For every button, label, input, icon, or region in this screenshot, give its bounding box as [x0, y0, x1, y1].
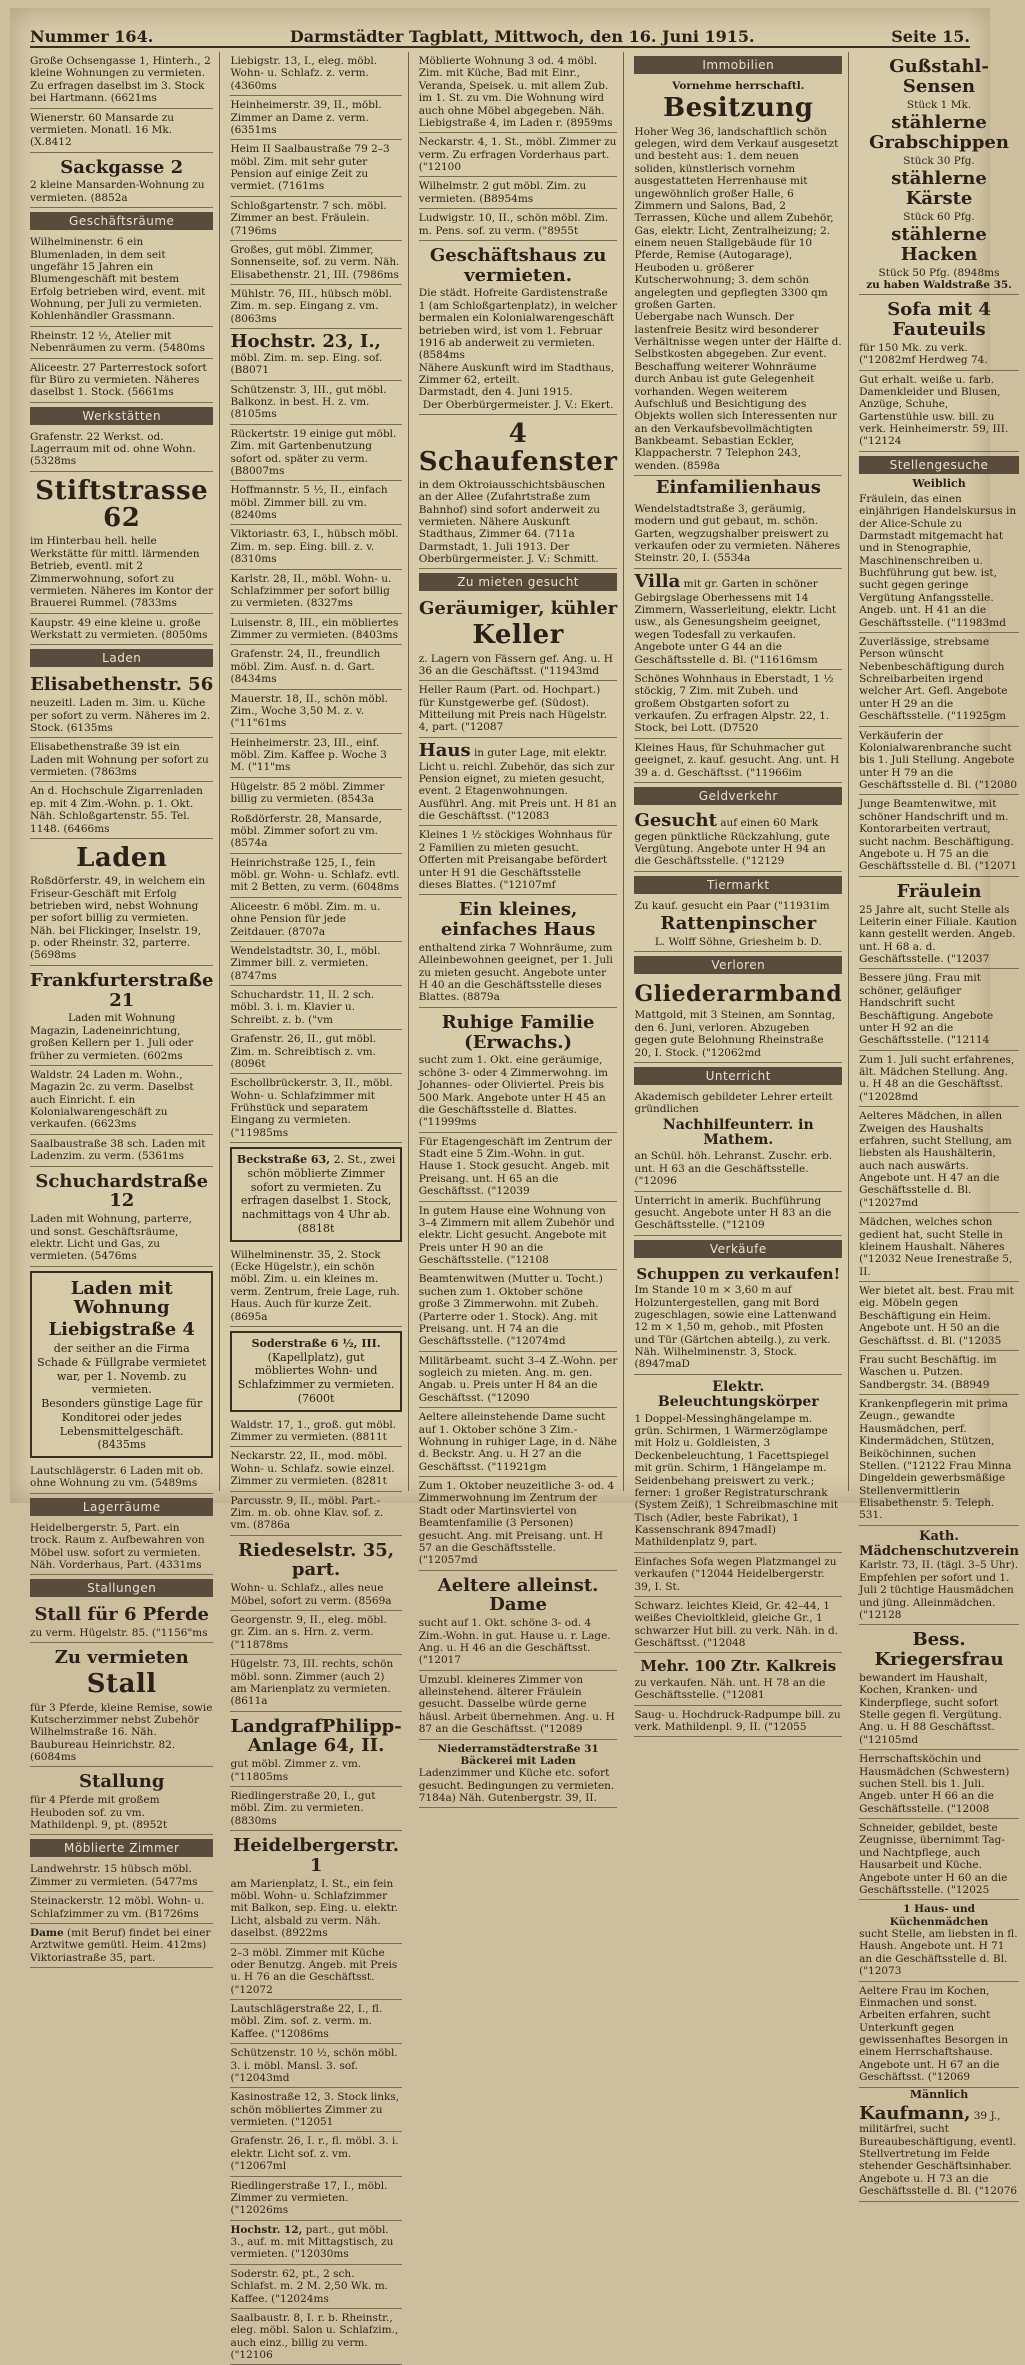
ad: Heidelbergerstr. 5, Part. ein trock. Raum z. Aufbewahren von Möbel usw. sofort zu vermieten. Näh. Vorderhaus, Part. (4331ms	[30, 1519, 213, 1576]
ad: Elisabethenstraße 39 ist ein Laden mit Wohnung per sofort zu vermieten. (7863ms	[30, 738, 213, 782]
ad-text: möbl. Zim. m. sep. Eing. sof. (B8071	[230, 351, 383, 377]
ad: Neckarstr. 4, 1. St., möbl. Zimmer zu verm. Zu erfragen Vorderhaus part. ("12100	[419, 133, 618, 177]
ad	[634, 569, 842, 670]
ad-headline: Fräulein	[896, 880, 982, 902]
ad-headline: Sofa mit 4 Fauteuils	[887, 299, 991, 341]
ad	[859, 52, 1019, 295]
ad	[419, 594, 618, 681]
ad-text: sucht auf 1. Okt. schöne 3- od. 4 Zim.-Wohn. in gut. Hause u. r. Lage. Ang. u. H 46 an die Geschäftsst. ("12017	[418, 1617, 611, 1667]
section-header: Geldverkehr	[634, 787, 842, 805]
ad: An d. Hochschule Zigarrenladen ep. mit 4 Zim.-Wohn. p. 1. Okt. Näh. Schloßgartenstr. 55. Tel. 1148. (6466ms	[30, 782, 213, 839]
ad-headline: Elisabethenstr. 56	[30, 674, 214, 696]
ad-text: gut möbl. Zimmer z. vm. ("11805ms	[230, 1758, 362, 1783]
ad: Große Ochsengasse 1, Hinterh., 2 kleine Wohnungen zu vermieten. Zu erfragen daselbst im 3. Stock bei Hartmann. (6621ms	[30, 52, 213, 109]
ad-headline: Aeltere alleinst. Dame	[437, 1574, 599, 1616]
section-header: Laden	[30, 649, 213, 667]
ad: Grafenstr. 26, II., gut möbl. Zim. m. Schreibtisch z. vm. (8096t	[230, 1030, 401, 1074]
ad-text: 25 Jahre alt, sucht Stelle als Leiterin einer Filiale. Kaution kann gestellt werden. Angeb. unt. H 68 a. d. Geschäftsstelle. ("12037	[859, 903, 1017, 966]
ad: Saalbaustraße 38 sch. Laden mit Ladenzim. zu verm. (5361ms	[30, 1135, 213, 1167]
ad: Zum 1. Oktober neuzeitliche 3- od. 4 Zimmerwohnung im Zentrum der Stadt oder Martinsviertel von Beamtenfamilie (3 Personen) gesucht. Ang. mit Preisang. unt. H 57 an die Geschäftsstelle. ("12057md	[419, 1477, 618, 1571]
ad-subhead: Vornehme herrschaftl.	[672, 80, 805, 92]
ad-headline: Heidelbergerstr. 1	[233, 1835, 399, 1876]
ad: Mühlstr. 76, III., hübsch möbl. Zim. m. sep. Eingang z. vm. (8063ms	[230, 285, 401, 329]
ad-subhead: Bäckerei mit Laden	[460, 1754, 576, 1767]
ad	[634, 897, 842, 953]
ad: Gut erhalt. weiße u. farb. Damenkleider und Blusen, Anzüge, Schuhe, Gartenstühle usw. bill. zu verk. Heinheimerstr. 59, III. ("12124	[859, 371, 1019, 452]
ad	[30, 1600, 213, 1643]
ad: Für Etagengeschäft im Zentrum der Stadt eine 5 Zim.-Wohn. in gut. Hause 1. Stock gesucht. Angeb. mit Preisang. unt. H 65 an die Geschäftsst. ("12039	[419, 1133, 618, 1202]
ad: Wendelstadtstr. 30, I., möbl. Zimmer bill. z. vermieten. (8747ms	[230, 942, 401, 986]
ad-text: Stück 30 Pfg.	[903, 154, 975, 167]
ad: Aeltere Frau im Kochen, Einmachen und sonst. Arbeiten erfahren, sucht Unterkunft gegen gewissenhaftes Besorgen in einem Herrschaftshause. Angebote unt. H 67 an die Geschäftsst. ("12069	[859, 1982, 1019, 2088]
ad	[230, 1712, 401, 1787]
section-header: Möblierte Zimmer	[30, 1839, 213, 1857]
section-header: Stellengesuche	[859, 456, 1019, 474]
ad	[230, 2221, 401, 2265]
ad	[230, 1536, 401, 1611]
ad: Aelteres Mädchen, in allen Zweigen des Haushalts erfahren, sucht Stellung, am liebsten als Haushälterin, auch nach auswärts. Angebote unt. H 47 an die Geschäftsstelle d. Bl. ("12027md	[859, 1107, 1019, 1213]
ad-headline: Liebigstraße 4	[48, 1319, 195, 1341]
ad: Schönes Wohnhaus in Eberstadt, 1 ½ stöckig, 7 Zim. mit Zubeh. und großem Obstgarten sofort zu verkaufen. Zu erfragen Alpstr. 22, 1. Stock, bei Lott. (D7520	[634, 670, 842, 739]
ad	[634, 1653, 842, 1705]
ad-text: z. Lagern von Fässern gef. Ang. u. H 36 an die Geschäftsst. ("11943md	[418, 652, 613, 677]
ad: Rheinstr. 12 ½, Atelier mit Nebenräumen zu verm. (5480ms	[30, 327, 213, 359]
ad-text: bewandert im Haushalt, Kochen, Kranken- und Kinderpflege, sucht sofort Stelle gegen fl. Vergütung. Ang. u. H 88 Geschäftsst. ("12105md	[859, 1671, 1002, 1746]
section-header: Immobilien	[634, 56, 842, 74]
ad: Heller Raum (Part. od. Hochpart.) für Kunstgewerbe gef. (Südost). Mitteilung mit Preis nach Hügelstr. 4, part. ("12087	[419, 681, 618, 738]
ad-headline: Hochstr. 23, I.,	[230, 331, 381, 353]
ad-text: Zu kauf. gesucht ein Paar ("11931im	[634, 899, 830, 912]
ad-headline: 1 Haus- und Küchenmädchen	[889, 1903, 989, 1928]
ad-text: (Kapellplatz), gut möbliertes Wohn- und Schlafzimmer zu vermieten. (7600t	[237, 1350, 395, 1405]
page-number: Seite 15.	[891, 27, 970, 46]
ad-headline: stählerne Grabschippen	[869, 111, 1009, 153]
ad-subhead: Laden mit Wohnung	[68, 1012, 176, 1025]
ad: Möblierte Wohnung 3 od. 4 möbl. Zim. mit Küche, Bad mit Einr., Veranda, Speisek. u. mit allem Zub. im 1. St. zu vm. Die Wohnung wird auch ohne Möbel abgegeben. Näh. Liebigstraße 4, im Laden r. (8959ms	[419, 52, 618, 133]
ad-text: der seither an die Firma Schade & Füllgrabe vermietet war, per 1. Novemb. zu vermieten.	[37, 1342, 207, 1397]
ad-headline: Stall	[86, 1669, 157, 1700]
ad-headline: Kath. Mädchenschutzverein	[859, 1528, 1019, 1560]
ad-signature: Der Oberbürgermeister. J. V.: Ekert.	[422, 398, 614, 411]
ad-text: 1 Doppel-Messinghängelampe m. grün. Schirmen, 1 Wärmerzöglampe mit Holz u. Goldleisten, 3 Deckenbeleuchtung, 1 Facettspiegel mit grün. Schirm, 1 Hängelampe m. Seidenbehang preiswert zu verk.; ferner: 1 großer Registraturschrank (System Zeiß), 1 Schreibmaschine mit Tisch (Adler, beste Fabrikat), 1 Kassenschrank 8947madI) Mathildenplatz 9, part.	[634, 1412, 839, 1549]
ad: Wilhelminenstr. 6 ein Blumenladen, in dem seit ungefähr 15 Jahren ein Blumengeschäft mit bestem Erfolg betrieben wird, event. mit Wohnung, per Juli zu vermieten. Kohlenhändler Grassmann.	[30, 233, 213, 327]
ad: Heinrichstraße 125, I., fein möbl. gr. Wohn- u. Schlafz. evtl. mit 2 Betten, zu verm. (6048ms	[230, 854, 401, 898]
ad: Umzubl. kleineres Zimmer von alleinstehend. älterer Fräulein gesucht. Dasselbe würde gerne häusl. Arbeit übernehmen. Ang. u. H 87 an die Geschäftsst. ("12089	[419, 1671, 618, 1740]
subsection-header: Weiblich	[912, 476, 966, 490]
section-header: Stallungen	[30, 1579, 213, 1597]
ad: Wilhelmstr. 2 gut möbl. Zim. zu vermieten. (B8954ms	[419, 177, 618, 209]
ad	[634, 77, 842, 476]
ad-text: Magazin, Ladeneinrichtung, großen Kellern per 1. Juli oder früher zu vermieten. (602ms	[30, 1024, 194, 1062]
ad	[634, 1261, 842, 1375]
ad-text: sucht zum 1. Okt. eine geräumige, schöne 3- oder 4 Zimmerwohng. im Johannes- oder Oliviertel. Preis bis 500 Mark. Angebote unter H 45 an die Geschäftsstelle d. Blattes. ("11999ms	[418, 1054, 608, 1129]
ad-headline: Riedeselstr. 35, part.	[238, 1539, 395, 1581]
ad-headline: Stall für 6 Pferde	[34, 1604, 209, 1626]
ad-headline: Beckstraße 63,	[236, 1153, 331, 1167]
ad-text: Hoher Weg 36, landschaftlich schön gelegen, wird dem Verkauf ausgesetzt und besteht aus: 1. dem neuen soliden, künstlerisch vornehm ausgestatteten Herrenhause mit ungewöhnlich großer Halle, 6 Zimmern und Salons, Bad, 2 Terrassen, Küche und allem Zubehör, Gas, elektr. Licht, Zentralheizung; 2. einem neuen Stallgebäude für 10 Pferde, Remise (Autogarage), Heuboden u. größerer Kutscherwohnung; 3. dem schön angelegten und gepflegten 3300 qm großen Garten.	[634, 125, 839, 311]
section-header: Tiermarkt	[634, 876, 842, 894]
ad	[30, 472, 213, 614]
ad	[419, 895, 618, 1007]
ad	[30, 670, 213, 738]
ad: Grafenstr. 24, II., freundlich möbl. Zim. Ausf. n. d. Gart. (8434ms	[230, 645, 401, 689]
ad	[419, 1008, 618, 1133]
ad-text: Die städt. Hofreite Gardistenstraße 1 (am Schloßgartenplatz), in welcher bermalen ein Kolonialwarengeschäft betrieben wird, ist vom 1. Februar 1916 ab anderweit zu vermieten. (8584ms	[418, 287, 617, 362]
paper-title: Darmstädter Tagblatt, Mittwoch, den 16. Juni 1915.	[289, 27, 755, 46]
ad-headline: Mehr. 100 Ztr. Kalkreis	[640, 1657, 837, 1676]
ad-text: zu verm. Hügelstr. 85. ("1156"ms	[30, 1627, 208, 1640]
ad-headline: Gliederarmband	[634, 981, 843, 1008]
ad-headline: Besitzung	[663, 93, 814, 124]
ad: Riedlingerstraße 20, I., gut möbl. Zim. zu vermieten. (8830ms	[230, 1787, 401, 1831]
ad-headline: Kaufmann,	[859, 2102, 971, 2124]
ad-headline: Sackgasse 2	[60, 156, 184, 178]
ad: Lautschlägerstr. 6 Laden mit ob. ohne Wohnung zu vm. (5489ms	[30, 1462, 213, 1494]
ad-text: L. Wolff Söhne, Griesheim b. D.	[654, 935, 822, 948]
ad: 2–3 möbl. Zimmer mit Küche oder Benutzg. Angeb. mit Preis u. H 76 an die Geschäftsst. ("12072	[230, 1944, 401, 2001]
ad-text: 2 kleine Mansarden-Wohnung zu vermieten. (8852a	[30, 179, 205, 204]
ad	[859, 1625, 1019, 1750]
ad-text: 2. St., zwei schön möblierte Zimmer sofort zu vermieten. Zu erfragen daselbst 1. Stock, nachmittags von 4 Uhr ab. (8818t	[240, 1153, 396, 1235]
ad	[859, 1900, 1019, 1981]
ad-text: Uebergabe nach Wunsch. Der lastenfreie Besitz wird besonderer Verhältnisse wegen unter der Hälfte d. Selbstkosten abgegeben. Zur event. Beschaffung weiterer Wohnräume durch Anbau ist gute Gelegenheit vorhanden. Wegen weiterem Aufschluß und Besichtigung des Objekts wollen sich Interessenten nur an den Verkaufsbevollmächtigten Bankbeamt. Sebastian Eckler, Klappacherstr. 7 Telephon 243, wenden. (8598a	[634, 311, 842, 472]
newspaper-page	[10, 8, 1019, 2362]
ad-headline: stählerne Kärste	[891, 167, 987, 209]
ad: Schwarz. leichtes Kleid, Gr. 42–44, 1 weißes Chevioltkleid, gleiche Gr., 1 schwarzer Hut bill. zu verk. Näh. in d. Geschäftsst. ("12048	[634, 1597, 842, 1654]
ad-headline: Keller	[472, 620, 564, 651]
ad: Waldstr. 24 Laden m. Wohn., Magazin 2c. zu verm. Daselbst auch Einricht. f. ein Kolonialwarengeschäft zu verkaufen. (6623ms	[30, 1066, 213, 1135]
ad: Hoffmannstr. 5 ½, II., einfach möbl. Zimmer bill. zu vm. (8240ms	[230, 481, 401, 525]
ad-text: für 150 Mk. zu verk. ("12082mf Herdweg 74.	[859, 341, 988, 367]
ad: Mauerstr. 18, II., schön möbl. Zim., Woche 3,50 M. z. v. ("11"61ms	[230, 690, 401, 734]
ad-text: Stück 50 Pfg. (8948ms	[878, 266, 1000, 279]
ad-text: mit gr. Garten in schöner Gebirgslage Oberhessens mit 14 Zimmern, Wasserleitung, elektr. Licht usw., als Genesungsheim geeignet, wegen Todesfall zu verkaufen. Angebote unter G 44 an die Geschäftsstelle d. Bl. ("11616msm	[634, 577, 837, 666]
ad-text: Stück 60 Pfg.	[903, 210, 975, 223]
ad-text: part., gut möbl. 3., auf. m. mit Mittagstisch, zu vermieten. ("12030ms	[230, 2223, 394, 2261]
ad-headline: Bess. Kriegersfrau	[874, 1629, 1004, 1671]
ad: Verkäuferin der Kolonialwarenbranche sucht bis 1. Juli Stellung. Angebote unter H 79 an die Geschäftsstelle d. Bl. ("12080	[859, 727, 1019, 796]
column-3	[418, 52, 625, 1805]
ad-text: Stück 1 Mk.	[906, 98, 972, 111]
ad: Luisenstr. 8, III., ein möbliertes Zimmer zu vermieten. (8403ms	[230, 614, 401, 646]
ad-text: zu verkaufen. Näh. unt. H 78 an die Geschäftsstelle. ("12081	[634, 1676, 826, 1702]
ad	[30, 966, 213, 1066]
ad: Landwehrstr. 15 hübsch möbl. Zimmer zu vermieten. (5477ms	[30, 1860, 213, 1892]
ad: Georgenstr. 9, II., eleg. möbl. gr. Zim. an s. Hrn. z. verm. ("11878ms	[230, 1611, 401, 1655]
ad-headline: Rattenpinscher	[660, 913, 817, 935]
ad-text: auf einen 60 Mark gegen pünktliche Rückzahlung, gute Vergütung. Angebote unter H 94 an die Geschäftsstelle. ("12129	[634, 816, 830, 868]
issue-number: Nummer 164.	[30, 27, 154, 46]
ad	[634, 1088, 842, 1192]
ad: Eschollbrückerstr. 3, II., möbl. Wohn- u. Schlafzimmer mit Frühstück und separatem Eingang zu vermieten. ("11985ms	[230, 1074, 401, 1143]
ad: Schützenstr. 3, III., gut möbl. Balkonz. in best. H. z. vm. (8105ms	[230, 381, 401, 425]
ad	[859, 295, 1019, 370]
ad: Roßdörferstr. 28, Mansarde, möbl. Zimmer sofort zu vm. (8574a	[230, 810, 401, 854]
ad: Saug- u. Hochdruck-Radpumpe bill. zu verk. Mathildenpl. 9, II. ("12055	[634, 1706, 842, 1738]
ad: Liebigstr. 13, I., eleg. möbl. Wohn- u. Schlafz. z. verm. (4360ms	[230, 52, 401, 96]
ad: Heinheimerstr. 23, III., einf. möbl. Zim. Kaffee p. Woche 3 M. ("11"ms	[230, 734, 401, 778]
ad: Herrschaftsköchin und Hausmädchen (Schwestern) suchen Stell. bis 1. Juli. Angeb. unter H 66 an die Geschäftsstelle. ("12008	[859, 1750, 1019, 1819]
ad: Grafenstr. 26, I. r., fl. möbl. 3. i. elektr. Licht sof. z. vm. ("12067ml	[230, 2132, 401, 2176]
ad: In gutem Hause eine Wohnung von 3–4 Zimmern mit allem Zubehör und elektr. Licht gesucht. Angebote mit Preis unter H 90 an die Geschäftsstelle. ("12108	[419, 1202, 618, 1271]
ad	[230, 329, 401, 381]
ad: Kleines Haus, für Schuhmacher gut geeignet, z. kauf. gesucht. Ang. unt. H 39 a. d. Geschäftsst. ("11966im	[634, 739, 842, 783]
ad: Zum 1. Juli sucht erfahrenes, ält. Mädchen Stellung. Ang. u. H 48 an die Geschäftsst. ("12028md	[859, 1051, 1019, 1108]
ad: Krankenpflegerin mit prima Zeugn., gewandte Hausmädchen, perf. Kindermädchen, Stützen, Beiköchinnen, suchen Stellen. ("12122 Frau Minna Dingeldein gewerbsmäßige Stellenvermittlerin Elisabethenstr. 5. Teleph. 531.	[859, 1395, 1019, 1526]
ad: Militärbeamt. sucht 3–4 Z.-Wohn. per sogleich zu mieten. Ang. m. gen. Angab. u. Preis unter H 84 an die Geschäftsst. ("12090	[419, 1352, 618, 1409]
ad-text: neuzeitl. Laden m. 3im. u. Küche per sofort zu verm. Näheres im 2. Stock. (6135ms	[30, 697, 211, 734]
ad	[30, 153, 213, 209]
ad: Neckarstr. 22, II., mod. möbl. Wohn- u. Schlafz. sowie einzel. Zimmer zu vermieten. (8281t	[230, 1447, 401, 1491]
ad-text: für 3 Pferde, kleine Remise, sowie Kutscherzimmer nebst Zubehör Wilhelmstraße 16. Näh. Baubureau Heinrichstr. 82. (6084ms	[30, 1701, 213, 1764]
ad-text: 39 J., militärfrei, sucht Bureaubeschäftigung, eventl. Stellvertretung im Felde stehender Geschäftsinhaber. Angebote u. H 73 an die Geschäftsstelle d. Bl. ("12076	[859, 2109, 1018, 2198]
column-5	[859, 52, 1025, 2198]
ad: Schloßgartenstr. 7 sch. möbl. Zimmer an best. Fräulein. (7196ms	[230, 197, 401, 241]
section-header: Lagerräume	[30, 1498, 213, 1516]
ad: Soderstr. 62, pt., 2 sch. Schlafst. m. 2 M. 2,50 Wk. m. Kaffee. ("12024ms	[230, 2265, 401, 2309]
ad	[419, 738, 618, 827]
ad: Karlstr. 28, II., möbl. Wohn- u. Schlafzimmer per sofort billig zu vermieten. (8327ms	[230, 570, 401, 614]
ad: Viktoriastr. 63, I., hübsch möbl. Zim. m. sep. Eing. bill. z. v. (8310ms	[230, 525, 401, 569]
ad	[859, 877, 1019, 970]
ad	[419, 1740, 618, 1809]
ad: Rückertstr. 19 einige gut möbl. Zim. mit Gartenbenutzung sofort od. später zu verm. (B8007ms	[230, 425, 401, 482]
ad	[30, 1924, 213, 1968]
ad: Kleines 1 ½ stöckiges Wohnhaus für 2 Familien zu mieten gesucht. Offerten mit Preisangabe befördert unter H 91 die Geschäftsstelle dieses Blattes. ("12107mf	[419, 826, 618, 895]
section-header: Unterricht	[634, 1067, 842, 1085]
ad-headline: Schuppen zu verkaufen!	[636, 1264, 841, 1283]
section-header: Zu mieten gesucht	[419, 573, 618, 591]
subsection-header: Männlich	[909, 2087, 969, 2101]
boxed-ad	[230, 1147, 401, 1242]
ad-text: Laden mit Wohnung, parterre, und sonst. Geschäftsräume, elektr. Licht und Gas, zu vermieten. (5476ms	[30, 1213, 193, 1263]
ad: Großes, gut möbl. Zimmer, Sonnenseite, sof. zu verm. Näh. Elisabethenstr. 21, III. (7986ms	[230, 241, 401, 285]
ad-headline: Dame	[30, 1926, 64, 1939]
ad-text: Ladenzimmer und Küche etc. sofort gesucht. Bedingungen zu vermieten. 7184a) Näh. Gutenbergstr. 39, II.	[418, 1767, 615, 1805]
ad-text: zu haben Waldstraße 35.	[866, 278, 1012, 291]
ad-headline: Nachhilfeunterr. in Mathem.	[662, 1116, 814, 1149]
ad	[419, 241, 618, 415]
section-header: Werkstätten	[30, 407, 213, 425]
ad-text: sucht Stelle, am liebsten in fl. Haush. Angebote unt. H 71 an die Geschäftsstelle d. Bl. ("12073	[859, 1928, 1018, 1978]
ad-headline: Frankfurterstraße 21	[30, 969, 214, 1011]
ad-text: in dem Oktroiausschichtsbäuschen an der Allee (Zufahrtstraße zum Bahnhof) sind sofort anderweit zu vermieten. Nähere Auskunft Stadthaus, Zimmer 64. (711a Darmstadt, 1. Juli 1913. Der Oberbürgermeister. J. V.: Schmitt.	[418, 478, 606, 566]
ad: Aliceestr. 6 möbl. Zim. m. u. ohne Pension für jede Zeitdauer. (8707a	[230, 898, 401, 942]
ad-headline: stählerne Hacken	[891, 223, 987, 265]
ad	[634, 1375, 842, 1553]
ad-text: Roßdörferstr. 49, in welchem ein Friseur-Geschäft mit Erfolg betrieben wird, nebst Wohnung per sofort billig zu vermieten. Näh. bei Flickinger, Inselstr. 19, p. oder Rheinstr. 32, parterre. (5698ms	[30, 875, 206, 962]
column-2	[230, 52, 408, 2362]
ad-headline: Geschäftshaus zu vermieten.	[429, 244, 607, 286]
ad: Saalbaustr. 8, I. r. b. Rheinstr., eleg. möbl. Salon u. Schlafzim., auch einz., billig zu verm. ("12106	[230, 2309, 401, 2365]
ad: Schneider, gebildet, beste Zeugnisse, übernimmt Tag- und Nachtpflege, auch Hausarbeit und Küche. Angebote unter H 60 an die Geschäftsstelle. ("12025	[859, 1819, 1019, 1900]
ad-headline: Stallung	[79, 1771, 165, 1793]
ad-headline: Schuchardstraße 12	[35, 1170, 209, 1212]
ad: Aliceestr. 27 Parterrestock sofort für Büro zu vermieten. Näheres daselbst 1. Stock. (5661ms	[30, 359, 213, 403]
ad-headline: 4 Schaufenster	[418, 419, 618, 477]
ad-headline: Stiftstrasse 62	[35, 475, 209, 534]
ad-text: Mattgold, mit 3 Steinen, am Sonntag, den 6. Juni, verloren. Abzugeben gegen gute Belohnung Rheinstraße 20, I. Stock. ("12062md	[634, 1009, 836, 1059]
ad	[30, 839, 213, 966]
ad-headline: LandgrafPhilipp-Anlage 64, II.	[230, 1715, 402, 1757]
ad-text: für 4 Pferde mit großem Heuboden sof. zu vm. Mathildenpl. 9, pt. (8952t	[30, 1794, 168, 1831]
ad: Heinheimerstr. 39, II., möbl. Zimmer an Dame z. verm. (6351ms	[230, 96, 401, 140]
boxed-ad	[230, 1331, 401, 1412]
ad-headline: Soderstraße 6 ½, III.	[251, 1336, 381, 1350]
ad	[859, 2101, 1019, 2202]
ad-text: Besonders günstige Lage für Konditorei oder jedes Lebensmittelgeschäft. (8435ms	[41, 1397, 203, 1452]
ad-text: enthaltend zirka 7 Wohnräume, zum Alleinbewohnen geeignet, per 1. Juli zu mieten gesucht. Angebote unter H 40 an die Geschäftsstelle dieses Blattes. (8879a	[418, 941, 613, 1004]
ad	[419, 415, 618, 569]
ad: Schützenstr. 10 ½, schön möbl. 3. i. möbl. Mansl. 3. sof. ("12043md	[230, 2044, 401, 2088]
ad: Kasinostraße 12, 3. Stock links, schön möbliertes Zimmer zu vermieten. ("12051	[230, 2088, 401, 2132]
ad-headline: Gesucht	[634, 809, 717, 831]
ad-text: Im Stande 10 m × 3,60 m auf Holzuntergestellen, gang mit Bord zugeschlagen, sowie eine Lattenwand 12 m × 1,50 m, gehob., mit Pfosten und Tür (Gärtchen abteilg.), zu verk. Näh. Wilhelminenstr. 3, Stock. (8947maD	[634, 1284, 837, 1371]
ad-text: am Marienplatz, I. St., ein fein möbl. Wohn- u. Schlafzimmer mit Balkon, sep. Eing. u. elektr. Licht, alsbald zu verm. Näh. daselbst. (8922ms	[230, 1877, 398, 1940]
ad	[419, 1571, 618, 1671]
ad	[634, 977, 842, 1063]
ad: Wienerstr. 60 Mansarde zu vermieten. Monatl. 16 Mk. (X.8412	[30, 109, 213, 153]
ad-headline: Ein kleines, einfaches Haus	[440, 899, 596, 941]
ad: Frau sucht Beschäftig. im Waschen u. Putzen. Sandbergstr. 34. (B8949	[859, 1351, 1019, 1395]
ad-headline: Zu vermieten	[54, 1647, 189, 1669]
ad	[230, 1831, 401, 1943]
ad: Aeltere alleinstehende Dame sucht auf 1. Oktober schöne 3 Zim.-Wohnung in ruhiger Lage, in d. Nähe d. Beckstr. Ang. u. H 27 an die Geschäftsst. ("11921gm	[419, 1408, 618, 1477]
ad-headline: Ruhige Familie (Erwachs.)	[441, 1011, 595, 1053]
ad: Wendelstadtstraße 3, geräumig, modern und gut gebaut, m. schön. Garten, wegzugshalber preiswert zu verkaufen oder zu vermieten. Näheres Steinstr. 20, I. (5534a	[634, 500, 842, 569]
ad	[30, 1767, 213, 1835]
ad-text: Darmstadt, den 4. Juni 1915.	[418, 386, 573, 399]
ad: Hügelstr. 73, III. rechts, schön möbl. sonn. Zimmer (auch 2) am Marienplatz zu vermieten. (8611a	[230, 1655, 401, 1712]
masthead	[30, 20, 970, 48]
ad	[634, 808, 842, 872]
ad: Unterricht in amerik. Buchführung gesucht. Angebote unter H 83 an die Geschäftsstelle. ("12109	[634, 1192, 842, 1236]
ad: Riedlingerstraße 17, I., möbl. Zimmer zu vermieten. ("12026ms	[230, 2177, 401, 2221]
section-header: Geschäftsräume	[30, 212, 213, 230]
section-header: Verkäufe	[634, 1240, 842, 1258]
ad: Hügelstr. 85 2 möbl. Zimmer billig zu vermieten. (8543a	[230, 778, 401, 810]
ad: Schuchardstr. 11, II. 2 sch. möbl. 3. i. m. Klavier u. Schreibt. z. b. ("vm	[230, 986, 401, 1030]
ad-headline: Villa	[634, 570, 681, 592]
column-1	[30, 52, 220, 1964]
ad-headline: Elektr. Beleuchtungskörper	[657, 1378, 819, 1411]
ad-headline: Laden mit Wohnung	[70, 1277, 173, 1319]
ad-text: Nähere Auskunft wird im Stadthaus, Zimmer 62, erteilt.	[418, 361, 614, 387]
ad: Einfaches Sofa wegen Platzmangel zu verkaufen ("12044 Heidelbergerstr. 39, I. St.	[634, 1553, 842, 1597]
ad: Zuverlässige, strebsame Person wünscht Nebenbeschäftigung durch Schreibarbeiten irgend welcher Art. Gefl. Angebote unter H 29 an die Geschäftsstelle. ("11925gm	[859, 633, 1019, 727]
ad: Wer bietet alt. best. Frau mit eig. Möbeln gegen Beschäftigung ein Heim. Angebote unt. H 50 an die Geschäftsst. d. Bl. ("12035	[859, 1282, 1019, 1351]
ad: Grafenstr. 22 Werkst. od. Lagerraum mit od. ohne Wohn. (5328ms	[30, 428, 213, 472]
ad: Lautschlägerstraße 22, I., fl. möbl. Zim. sof. z. verm. m. Kaffee. ("12086ms	[230, 2000, 401, 2044]
section-headline: Einfamilienhaus	[655, 477, 821, 499]
section-header: Verloren	[634, 956, 842, 974]
ad-text: (mit Beruf) findet bei einer Arztwitwe gemütl. Heim. 412ms) Viktoriastraße 35, part.	[30, 1926, 211, 1964]
ad: Bessere jüng. Frau mit schöner, geläufiger Handschrift sucht Beschäftigung. Angebote unter H 92 an die Geschäftsstelle. ("12114	[859, 969, 1019, 1050]
ad-headline: Haus	[418, 739, 471, 761]
ad: Parcusstr. 9, II., möbl. Part.-Zim. m. ob. ohne Klav. sof. z. vm. (8786a	[230, 1492, 401, 1536]
ad-text: im Hinterbau hell. helle Werkstätte für mittl. lärmenden Betrieb, eventl. mit 2 Zimmerwohnung, sofort zu vermieten. Näheres im Kontor der Brauerei Rummel. (7833ms	[30, 535, 214, 610]
ad: Beamtenwitwen (Mutter u. Tocht.) suchen zum 1. Oktober schöne große 3 Zimmerwohn. mit Zubeh. (Parterre oder 1. Stock). Ang. mit Preisang. unt. H 74 an die Geschäftsstelle. ("12074md	[419, 1270, 618, 1351]
ad-text: in guter Lage, mit elektr. Licht u. reichl. Zubehör, das sich zur Pension eignet, zu mieten gesucht, event. 2 Etagenwohnungen. Ausführl. Ang. mit Preis unt. H 81 an die Geschäftsst. ("12083	[418, 746, 617, 823]
ad: Wilhelminenstr. 35, 2. Stock (Ecke Hügelstr.), ein schön möbl. Zim. u. ein kleines m. verm. Zentrum, freie Lage, ruh. Haus. Auch für kurze Zeit. (8695a	[230, 1246, 401, 1327]
ad-headline: Geräumiger, kühler	[419, 598, 618, 620]
ad-text: Wohn- u. Schlafz., alles neue Möbel, sofort zu verm. (8569a	[230, 1582, 392, 1607]
ad: Mädchen, welches schon gedient hat, sucht Stelle in kleinem Haushalt. Näheres ("12032 Neue Irenestraße 5, II.	[859, 1213, 1019, 1282]
ad	[30, 1167, 213, 1267]
ad: Ludwigstr. 10, II., schön möbl. Zim. m. Pens. sof. zu verm. ("8955t	[419, 209, 618, 241]
ad: Waldstr. 17, 1., groß. gut möbl. Zimmer zu vermieten. (8811t	[230, 1416, 401, 1448]
ad: Fräulein, das einen einjährigen Handelskursus in der Alice-Schule zu Darmstadt mitgemacht hat und in Stenographie, Maschinenschreiben u. Buchführung gut bew. ist, sucht gegen geringe Vergütung Anfangsstelle. Angeb. unt. H 41 an die Geschäftsstelle. ("11983md	[859, 490, 1019, 633]
ad-headline: Hochstr. 12,	[230, 2223, 303, 2236]
column-4	[634, 52, 849, 1734]
ad-text: Akademisch gebildeter Lehrer erteilt gründlichen	[634, 1090, 833, 1116]
ad-text: Karlstr. 73, II. (tägl. 3–5 Uhr). Empfehlen per sofort und 1. Juli 2 tüchtige Hausmädchen und jüng. Alleinmädchen. ("12128	[859, 1559, 1019, 1621]
boxed-ad	[30, 1271, 213, 1458]
ad-text: an Schül. höh. Lehranst. Zuschr. erb. unt. H 63 an die Geschäftsstelle. ("12096	[634, 1150, 833, 1188]
ad	[859, 1526, 1019, 1626]
ad: Heim II Saalbaustraße 79 2–3 möbl. Zim. mit sehr guter Pension auf einige Zeit zu vermiet. (7161ms	[230, 140, 401, 197]
ad-headline: Gußstahl-Sensen	[889, 56, 989, 97]
ad	[30, 1643, 213, 1767]
ad: Junge Beamtenwitwe, mit schöner Handschrift und m. Kontorarbeiten vertraut, sucht nachm. Beschäftigung. Angebote u. H 75 an die Geschäftsstelle d. Bl. ("12071	[859, 795, 1019, 876]
ad: Kaupstr. 49 eine kleine u. große Werkstatt zu vermieten. (8050ms	[30, 614, 213, 646]
ad-headline: Niederramstädterstraße 31	[437, 1742, 599, 1755]
ad: Steinackerstr. 12 möbl. Wohn- u. Schlafzimmer zu vm. (B1726ms	[30, 1892, 213, 1924]
ad-headline: Laden	[76, 842, 168, 873]
